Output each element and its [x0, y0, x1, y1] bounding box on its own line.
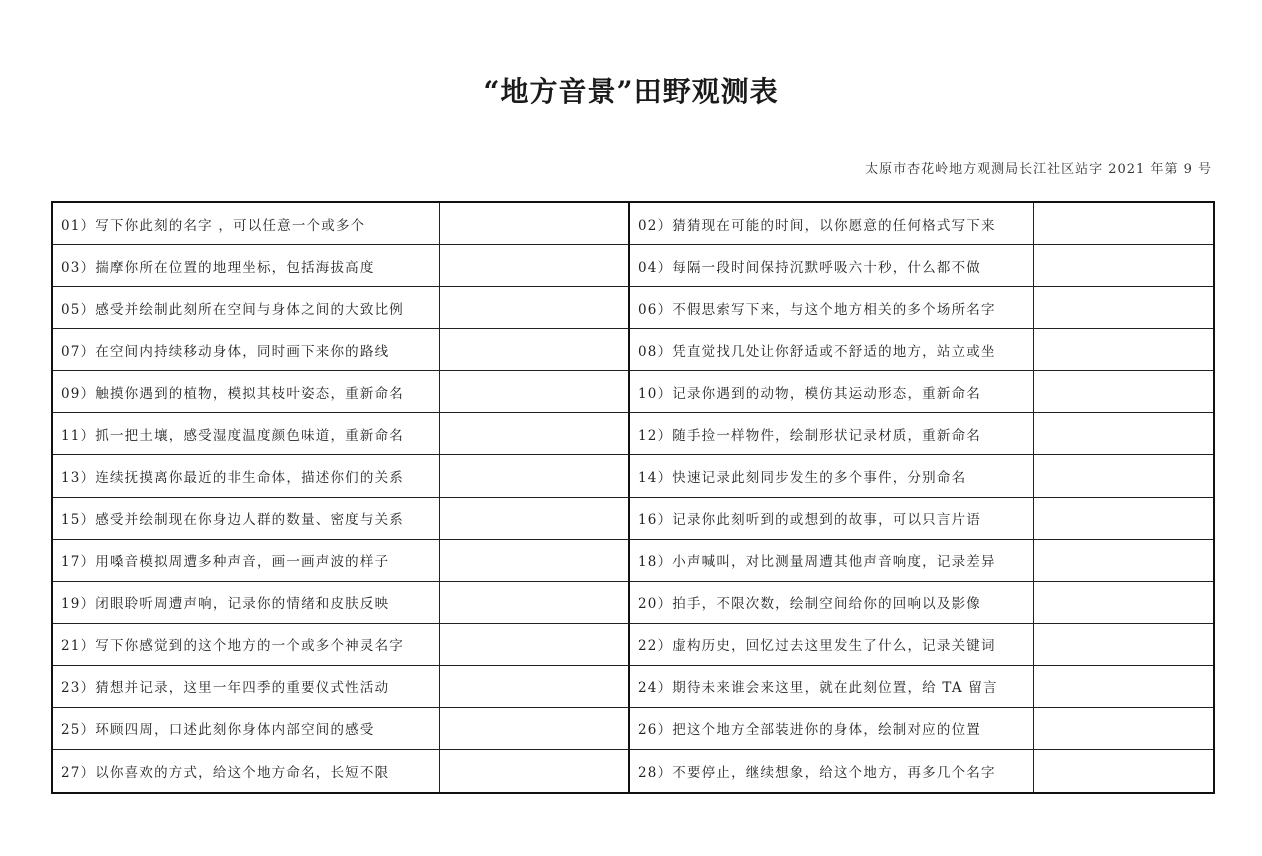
- answer-field-right[interactable]: [1034, 371, 1213, 413]
- answer-field-right[interactable]: [1034, 498, 1213, 540]
- question-right: 02）猜猜现在可能的时间，以你愿意的任何格式写下来: [630, 203, 1034, 245]
- question-right: 06）不假思索写下来，与这个地方相关的多个场所名字: [630, 287, 1034, 329]
- page-title: “地方音景”田野观测表: [483, 75, 779, 108]
- question-left: 13）连续抚摸离你最近的非生命体，描述你们的关系: [53, 455, 440, 497]
- answer-field-left[interactable]: [440, 540, 630, 582]
- question-left: 09）触摸你遇到的植物，模拟其枝叶姿态，重新命名: [53, 371, 440, 413]
- answer-field-right[interactable]: [1034, 413, 1213, 455]
- question-right: 08）凭直觉找几处让你舒适或不舒适的地方，站立或坐: [630, 329, 1034, 371]
- answer-field-right[interactable]: [1034, 624, 1213, 666]
- answer-field-right[interactable]: [1034, 666, 1213, 708]
- answer-field-left[interactable]: [440, 287, 630, 329]
- document-reference: 太原市杏花岭地方观测局长江社区站字 2021 年第 9 号: [865, 162, 1212, 177]
- answer-field-left[interactable]: [440, 413, 630, 455]
- question-left: 19）闭眼聆听周遭声响，记录你的情绪和皮肤反映: [53, 582, 440, 624]
- question-right: 10）记录你遇到的动物，模仿其运动形态，重新命名: [630, 371, 1034, 413]
- answer-field-right[interactable]: [1034, 455, 1213, 497]
- answer-field-right[interactable]: [1034, 245, 1213, 287]
- answer-field-left[interactable]: [440, 245, 630, 287]
- question-right: 04）每隔一段时间保持沉默呼吸六十秒，什么都不做: [630, 245, 1034, 287]
- answer-field-right[interactable]: [1034, 203, 1213, 245]
- answer-field-right[interactable]: [1034, 582, 1213, 624]
- answer-field-left[interactable]: [440, 624, 630, 666]
- answer-field-left[interactable]: [440, 582, 630, 624]
- answer-field-right[interactable]: [1034, 540, 1213, 582]
- question-left: 25）环顾四周，口述此刻你身体内部空间的感受: [53, 708, 440, 750]
- answer-field-right[interactable]: [1034, 708, 1213, 750]
- question-right: 18）小声喊叫，对比测量周遭其他声音响度，记录差异: [630, 540, 1034, 582]
- answer-field-left[interactable]: [440, 498, 630, 540]
- answer-field-left[interactable]: [440, 666, 630, 708]
- question-left: 07）在空间内持续移动身体，同时画下来你的路线: [53, 329, 440, 371]
- question-right: 28）不要停止，继续想象，给这个地方，再多几个名字: [630, 750, 1034, 792]
- question-right: 20）拍手，不限次数，绘制空间给你的回响以及影像: [630, 582, 1034, 624]
- question-left: 01）写下你此刻的名字 ，可以任意一个或多个: [53, 203, 440, 245]
- observation-table: [51, 201, 1215, 794]
- answer-field-left[interactable]: [440, 371, 630, 413]
- question-right: 14）快速记录此刻同步发生的多个事件，分别命名: [630, 455, 1034, 497]
- answer-field-left[interactable]: [440, 329, 630, 371]
- question-right: 16）记录你此刻听到的或想到的故事，可以只言片语: [630, 498, 1034, 540]
- question-right: 26）把这个地方全部装进你的身体，绘制对应的位置: [630, 708, 1034, 750]
- question-left: 05）感受并绘制此刻所在空间与身体之间的大致比例: [53, 287, 440, 329]
- answer-field-left[interactable]: [440, 708, 630, 750]
- question-left: 17）用嗓音模拟周遭多种声音，画一画声波的样子: [53, 540, 440, 582]
- question-left: 15）感受并绘制现在你身边人群的数量、密度与关系: [53, 498, 440, 540]
- answer-field-right[interactable]: [1034, 287, 1213, 329]
- question-right: 12）随手捡一样物件，绘制形状记录材质，重新命名: [630, 413, 1034, 455]
- question-left: 03）揣摩你所在位置的地理坐标，包括海拔高度: [53, 245, 440, 287]
- answer-field-left[interactable]: [440, 750, 630, 792]
- question-right: 22）虚构历史，回忆过去这里发生了什么，记录关键词: [630, 624, 1034, 666]
- question-left: 27）以你喜欢的方式，给这个地方命名，长短不限: [53, 750, 440, 792]
- answer-field-left[interactable]: [440, 203, 630, 245]
- question-right: 24）期待未来谁会来这里，就在此刻位置，给 TA 留言: [630, 666, 1034, 708]
- question-left: 11）抓一把土壤，感受湿度温度颜色味道，重新命名: [53, 413, 440, 455]
- question-left: 23）猜想并记录，这里一年四季的重要仪式性活动: [53, 666, 440, 708]
- answer-field-left[interactable]: [440, 455, 630, 497]
- question-left: 21）写下你感觉到的这个地方的一个或多个神灵名字: [53, 624, 440, 666]
- answer-field-right[interactable]: [1034, 329, 1213, 371]
- answer-field-right[interactable]: [1034, 750, 1213, 792]
